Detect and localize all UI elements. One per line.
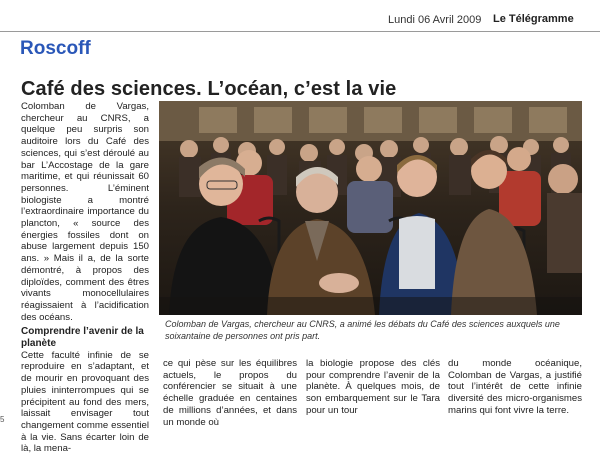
article-body: Cette faculté infinie de se reproduire en s’adaptant, et de mourir en provoquant des pluies ininterrompues qui se précipitent au fond des mers, laissait envisager tout changement comme essentiel à la vie. Sans écarter loin de là, la mena- [21,349,149,455]
photo-caption: Colomban de Vargas, chercheur au CNRS, a animé les débats du Café des sciences auxquels une soixantaine de personnes ont pris part. [165,319,560,341]
article-intro: Colomban de Vargas, chercheur au CNRS, a quelque peu surpris son auditoire lors du Café des sciences, qui s’est déroulé au bar L’Accostage de la gare maritime, et qui réunissait 60 personnes. L’éminent biologiste a montré l’extraordinaire importance du plancton, « source des énergies fossiles dont on abuse largement depuis 150 ans. » Mais il a, de la sorte démontré, à propos des diploïdes, comment des êtres vivants monocellulaires réagissaient à l’acidification des océans. [21,101,149,323]
audience-photo-illustration [159,101,582,315]
article-col3-text: la biologie propose des clés pour comprendre l’avenir de la planète. À quelques mois, de son embarquement sur le Tara pour un tour [306,358,440,416]
article-col2-text: ce qui pèse sur les équilibres actuels, le propos du conférencier se situait à une échelle graduée en centaines de millions d’années, et dans un monde où [163,358,297,428]
newspaper-name: Le Télégramme [493,13,574,25]
article-column-1 [21,101,149,455]
margin-page-mark: 5 [0,415,5,424]
article-column-4 [448,358,582,417]
article-column-2 [163,358,297,428]
article-column-3 [306,358,440,417]
header-rule [0,31,600,32]
section-title: Roscoff [20,38,91,59]
article-col4-text: du monde océanique, Colomban de Vargas, a justifié tout l’intérêt de cette infinie diversité des micro-organismes marins qui font vivre la terre. [448,358,582,416]
article-headline: Café des sciences. L’océan, c’est la vie [21,78,397,100]
publication-date: Lundi 06 Avril 2009 [388,14,482,26]
article-photo [159,101,582,315]
article-subhead: Comprendre l’avenir de la planète [21,326,144,350]
